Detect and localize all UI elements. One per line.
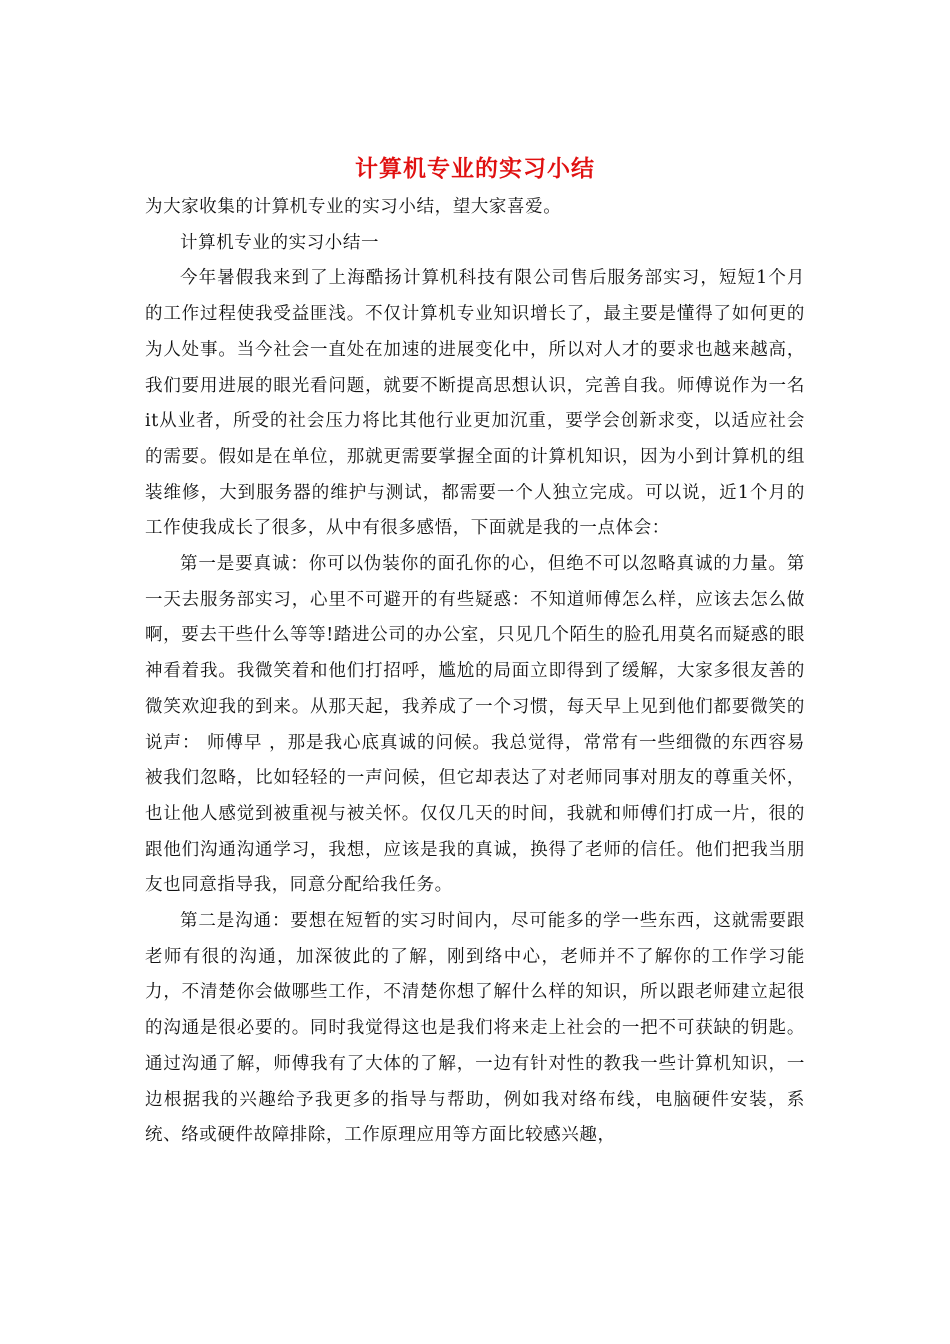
document-title: 计算机专业的实习小结: [355, 155, 595, 182]
body-paragraph: 第二是沟通：要想在短暂的实习时间内，尽可能多的学一些东西，这就需要跟老师有很的沟通，加深彼此的了解，刚到络中心，老师并不了解你的工作学习能力，不清楚你会做哪些工作，不清楚你想了解什么样的知识，所以跟老师建立起很的沟通是很必要的。同时我觉得这也是我们将来走上社会的一把不可获缺的钥匙。通过沟通了解，师傅我有了大体的了解，一边有针对性的教我一些计算机知识，一边根据我的兴趣给予我更多的指导与帮助，例如我对络布线，电脑硬件安装，系统、络或硬件故障排除，工作原理应用等方面比较感兴趣，: [145, 911, 805, 1146]
section-heading: 计算机专业的实习小结一: [180, 232, 380, 253]
body-paragraph: 第一是要真诚：你可以伪装你的面孔你的心，但绝不可以忽略真诚的力量。第一天去服务部实习，心里不可避开的有些疑惑：不知道师傅怎么样，应该去怎么做啊，要去干些什么等等!踏进公司的办公室，只见几个陌生的脸孔用莫名而疑惑的眼神看着我。我微笑着和他们打招呼，尴尬的局面立即得到了缓解，大家多很友善的微笑欢迎我的到来。从那天起，我养成了一个习惯，每天早上见到他们都要微笑的说声： 师傅早 ，那是我心底真诚的问候。我总觉得，常常有一些细微的东西容易被我们忽略，比如轻轻的一声问候，但它却表达了对老师同事对朋友的尊重关怀，也让他人感觉到被重视与被关怀。仅仅几天的时间，我就和师傅们打成一片，很的跟他们沟通沟通学习，我想，应该是我的真诚，换得了老师的信任。他们把我当朋友也同意指导我，同意分配给我任务。: [145, 554, 805, 896]
intro-paragraph: 为大家收集的计算机专业的实习小结，望大家喜爱。: [145, 197, 562, 217]
body-paragraph: 今年暑假我来到了上海酷扬计算机科技有限公司售后服务部实习，短短1个月的工作过程使我受益匪浅。不仅计算机专业知识增长了，最主要是懂得了如何更的为人处事。当今社会一直处在加速的进展变化中，所以对人才的要求也越来越高，我们要用进展的眼光看问题，就要不断提高思想认识，完善自我。师傅说作为一名it从业者，所受的社会压力将比其他行业更加沉重，要学会创新求变，以适应社会的需要。假如是在单位，那就更需要掌握全面的计算机知识，因为小到计算机的组装维修，大到服务器的维护与测试，都需要一个人独立完成。可以说，近1个月的工作使我成长了很多，从中有很多感悟，下面就是我的一点体会：: [145, 268, 805, 539]
document-page: [145, 150, 805, 1154]
